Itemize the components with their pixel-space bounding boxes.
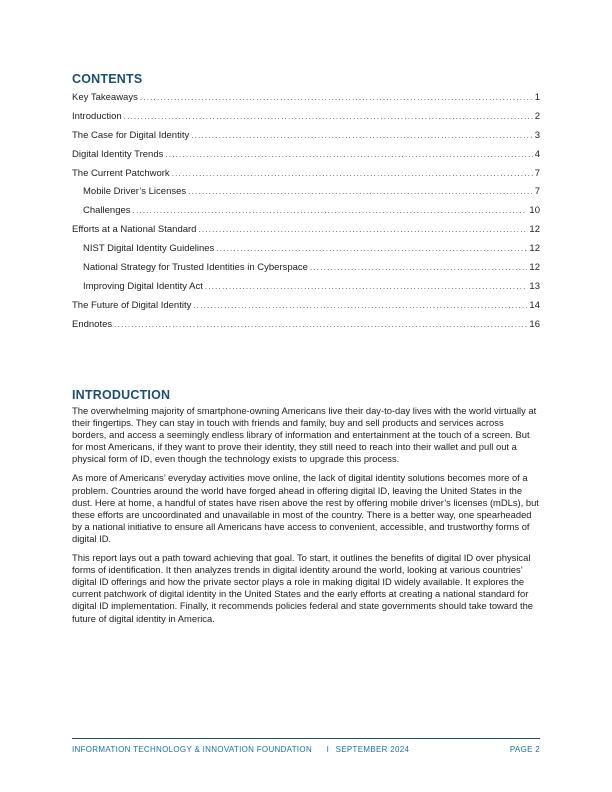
toc-entry-label: NIST Digital Identity Guidelines — [83, 243, 215, 255]
toc-entry-page: 12 — [529, 224, 540, 236]
toc-leader-dots — [193, 297, 527, 316]
toc-leader-dots — [124, 108, 533, 127]
toc-entry[interactable] — [72, 221, 540, 240]
toc-entry-page: 16 — [529, 318, 540, 330]
footer-separator: I — [326, 745, 330, 754]
toc-leader-dots — [114, 316, 527, 335]
toc-entry[interactable] — [72, 165, 540, 184]
toc-entry-page: 2 — [534, 110, 540, 122]
footer-page-number: PAGE 2 — [509, 745, 540, 754]
introduction-heading: INTRODUCTION — [72, 388, 171, 402]
body-paragraph: The overwhelming majority of smartphone-owning Americans live their day-to-day lives with the world virtually at their fingertips. They can stay in touch with friends and family, buy and sell products and services across borders, and access a seemingly endless library of information and entertainment at the touch of a screen. But for most Americans, if they want to prove their identity, they still need to reach into their wallet and pull out a physical form of ID, even though the technology exists to upgrade this process. — [72, 405, 537, 465]
body-paragraph: As more of Americans’ everyday activities move online, the lack of digital identity solutions becomes more of a problem. Countries around the world have forged ahead in offering digital ID, leaving the United States in the dust. Here at home, a handful of states have risen above the rest by offering mobile driver’s licenses (mDLs), but these efforts are uncoordinated and unavailable in most of the country. There is a better way, one spearheaded by a national initiative to ensure all Americans have access to convenient, accessible, and trustworthy forms of digital ID. — [72, 472, 539, 544]
toc-entry-page: 12 — [529, 243, 540, 255]
toc-entry[interactable] — [72, 89, 540, 108]
toc-entry-page: 7 — [534, 186, 540, 198]
toc-leader-dots — [310, 259, 527, 278]
toc-entry[interactable] — [72, 297, 540, 316]
toc-entry-page: 13 — [529, 280, 540, 292]
toc-subentry[interactable] — [72, 183, 540, 202]
toc-entry-label: Key Takeaways — [72, 92, 138, 103]
toc-entry-page: 12 — [529, 262, 540, 274]
toc-entry-page: 10 — [529, 205, 540, 217]
toc-entry-page: 1 — [534, 92, 540, 103]
toc-subentry[interactable] — [72, 278, 540, 297]
toc-subentry[interactable] — [72, 240, 540, 259]
toc-entry-page: 4 — [534, 148, 540, 160]
footer-org: INFORMATION TECHNOLOGY & INNOVATION FOUNDATION — [72, 745, 313, 754]
page-footer — [72, 745, 540, 754]
toc-entry-label: Efforts at a National Standard — [72, 224, 197, 236]
footer-divider — [72, 738, 540, 739]
toc-entry-label: Digital Identity Trends — [72, 148, 164, 160]
toc-leader-dots — [165, 146, 532, 165]
toc-leader-dots — [205, 278, 528, 297]
toc-entry-page: 7 — [534, 167, 540, 179]
toc-subentry[interactable] — [72, 259, 540, 278]
contents-heading: CONTENTS — [72, 72, 143, 86]
toc-entry[interactable] — [72, 316, 540, 335]
footer-left — [72, 745, 413, 754]
toc-entry-label: The Case for Digital Identity — [72, 129, 190, 141]
footer-date: SEPTEMBER 2024 — [335, 745, 410, 754]
toc-leader-dots — [133, 202, 528, 221]
toc-entry-label: Endnotes — [72, 318, 113, 330]
toc-entry[interactable] — [72, 108, 540, 127]
toc-entry-page: 14 — [529, 299, 540, 311]
toc-entry-label: Challenges — [83, 205, 131, 217]
toc-entry-label: Introduction — [72, 110, 122, 122]
toc-entry-label: Mobile Driver’s Licenses — [83, 186, 187, 198]
toc-entry-page: 3 — [534, 129, 540, 141]
toc-leader-dots — [172, 165, 533, 184]
introduction-body — [72, 405, 540, 632]
toc-leader-dots — [198, 221, 527, 240]
toc-leader-dots — [191, 127, 532, 146]
toc-leader-dots — [216, 240, 527, 259]
toc-entry[interactable] — [72, 127, 540, 146]
toc-entry-label: The Future of Digital Identity — [72, 299, 192, 311]
toc-entry-label: National Strategy for Trusted Identities in Cyberspace — [83, 262, 308, 274]
toc-entry-label: The Current Patchwork — [72, 167, 170, 179]
toc-subentry[interactable] — [72, 202, 540, 221]
toc-entry[interactable] — [72, 146, 540, 165]
toc-leader-dots — [140, 89, 533, 108]
table-of-contents — [72, 89, 540, 335]
body-paragraph: This report lays out a path toward achieving that goal. To start, it outlines the benefits of digital ID over physical forms of identification. It then analyzes trends in digital identity around the world, looking at various countries’ digital ID offerings and how the private sector plays a role in making digital ID widely available. It explores the current patchwork of digital identity in the United States and the early efforts at creating a national standard for digital ID implementation. Finally, it recommends policies federal and state governments should take toward the future of digital identity in America. — [72, 552, 533, 624]
toc-entry-label: Improving Digital Identity Act — [83, 280, 203, 292]
toc-leader-dots — [188, 183, 533, 202]
